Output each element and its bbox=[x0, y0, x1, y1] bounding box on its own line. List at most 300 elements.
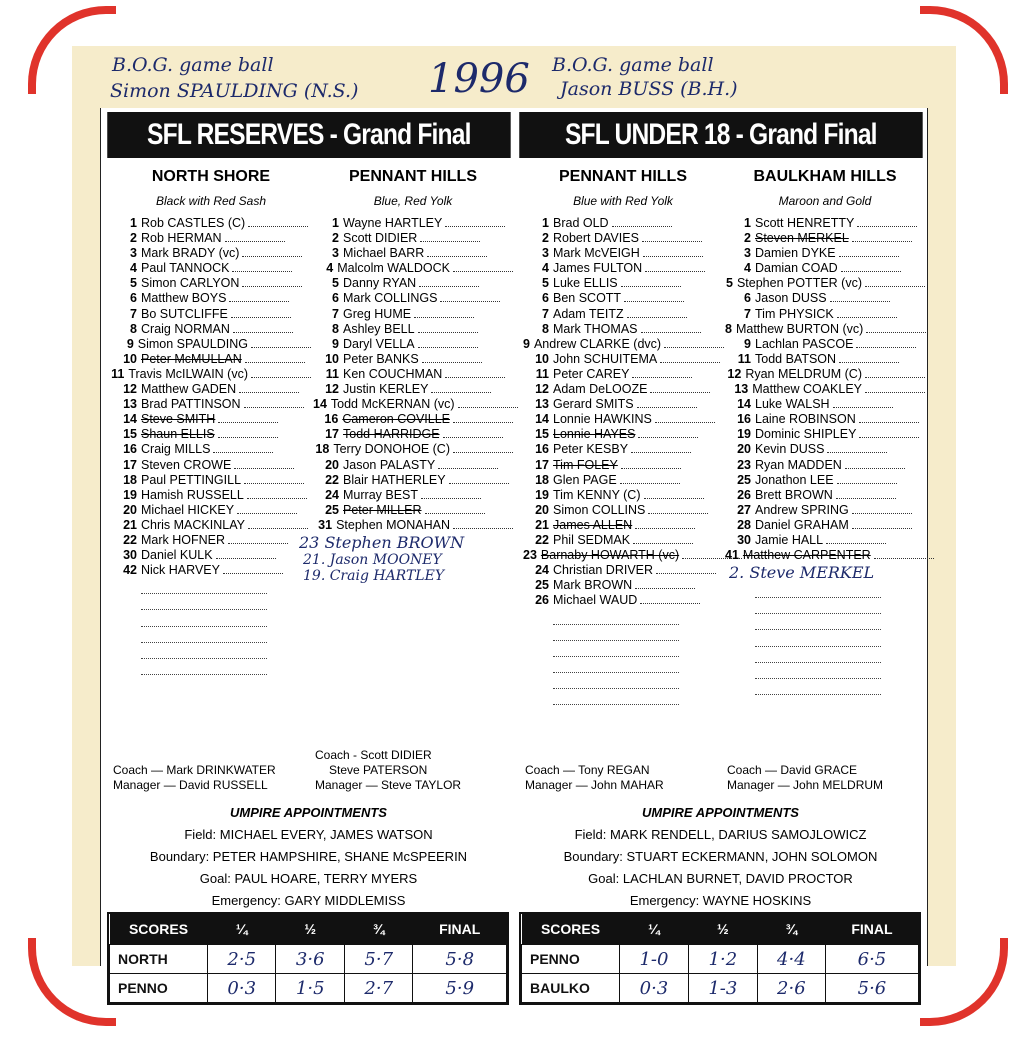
blank-line bbox=[755, 679, 881, 695]
player-name: Jason DUSS bbox=[755, 291, 827, 306]
dotted-leader bbox=[645, 261, 705, 272]
player-row bbox=[313, 427, 513, 442]
player-row bbox=[313, 231, 513, 246]
dotted-leader bbox=[638, 427, 698, 438]
dotted-leader bbox=[612, 216, 672, 227]
dotted-leader bbox=[421, 488, 481, 499]
player-name: Adam TEITZ bbox=[553, 306, 624, 321]
blank-line bbox=[755, 598, 881, 614]
player-name: Michael BARR bbox=[343, 246, 425, 261]
player-name: Scott HENRETTY bbox=[755, 216, 855, 230]
player-name: Rob CASTLES (C) bbox=[141, 216, 246, 230]
dotted-leader bbox=[621, 458, 681, 469]
score-header: FINAL bbox=[413, 914, 507, 945]
player-row bbox=[111, 367, 311, 382]
score-row bbox=[110, 945, 507, 974]
team-name: NORTH SHORE bbox=[151, 168, 271, 185]
player-row bbox=[725, 412, 925, 427]
player-number: 22 bbox=[535, 532, 549, 547]
score-header: SCORES bbox=[110, 914, 208, 945]
player-row bbox=[111, 412, 311, 427]
player-row bbox=[523, 548, 723, 563]
player-number: 4 bbox=[130, 261, 137, 276]
player-name: Craig MILLS bbox=[141, 442, 211, 457]
dotted-leader bbox=[229, 291, 289, 302]
score-value: 1·2 bbox=[688, 945, 757, 974]
player-row bbox=[523, 458, 723, 473]
dotted-leader bbox=[248, 518, 308, 529]
player-name: Jonathon LEE bbox=[755, 472, 834, 487]
player-name: Stephen POTTER (vc) bbox=[736, 276, 862, 291]
player-name: Michael HICKEY bbox=[141, 502, 235, 517]
player-number: 2 bbox=[744, 231, 751, 246]
player-number: 14 bbox=[737, 397, 751, 412]
score-value: 0·3 bbox=[620, 974, 689, 1003]
under18-umpires bbox=[519, 802, 922, 912]
player-number: 5 bbox=[332, 276, 339, 291]
dotted-leader bbox=[865, 276, 925, 287]
dotted-leader bbox=[239, 382, 299, 393]
dotted-leader bbox=[232, 261, 292, 272]
blank-line bbox=[141, 594, 267, 610]
player-name: James ALLEN bbox=[553, 517, 633, 532]
player-number: 18 bbox=[123, 472, 137, 487]
dotted-leader bbox=[418, 337, 478, 348]
team-name: BAULKHAM HILLS bbox=[753, 168, 897, 185]
player-name: Adam DeLOOZE bbox=[553, 382, 648, 397]
team-name: PENNANT HILLS bbox=[349, 168, 477, 185]
dotted-leader bbox=[453, 261, 513, 272]
player-row bbox=[725, 458, 925, 473]
score-team: BAULKO bbox=[522, 974, 620, 1003]
dotted-leader bbox=[422, 352, 482, 363]
manager: Manager — David RUSSELL bbox=[113, 778, 268, 792]
dotted-leader bbox=[242, 246, 302, 257]
score-value: 1·5 bbox=[276, 974, 344, 1003]
player-row bbox=[111, 382, 311, 397]
player-number: 11 bbox=[737, 351, 751, 366]
dotted-leader bbox=[418, 322, 478, 333]
score-row bbox=[522, 974, 919, 1003]
score-value: 2·7 bbox=[344, 974, 412, 1003]
bog-right-line1: B.O.G. game ball bbox=[552, 54, 714, 76]
dotted-leader bbox=[856, 337, 916, 348]
umpire-goal: Goal: LACHLAN BURNET, DAVID PROCTOR bbox=[588, 871, 853, 886]
score-value: 5·9 bbox=[413, 974, 507, 1003]
under18-home-team bbox=[523, 168, 723, 705]
player-name: Simon CARLYON bbox=[141, 276, 240, 291]
dotted-leader bbox=[213, 442, 273, 453]
player-row bbox=[523, 473, 723, 488]
dotted-leader bbox=[458, 397, 518, 408]
player-row bbox=[111, 548, 311, 563]
player-row bbox=[111, 458, 311, 473]
dotted-leader bbox=[644, 488, 704, 499]
player-number: 13 bbox=[535, 397, 549, 412]
player-name: Matthew CARPENTER bbox=[742, 548, 871, 563]
player-row bbox=[725, 488, 925, 503]
player-name: Luke ELLIS bbox=[553, 276, 618, 291]
score-header: ¼ bbox=[620, 914, 689, 945]
manager: Manager — John MELDRUM bbox=[727, 778, 884, 792]
player-number: 25 bbox=[535, 578, 549, 593]
player-row bbox=[111, 231, 311, 246]
player-row bbox=[725, 307, 925, 322]
dotted-leader bbox=[648, 503, 708, 514]
player-row bbox=[111, 533, 311, 548]
dotted-leader bbox=[420, 231, 480, 242]
player-name: Robert DAVIES bbox=[553, 231, 639, 246]
score-value: 1-0 bbox=[620, 945, 689, 974]
dotted-leader bbox=[852, 503, 912, 514]
player-name: Ben SCOTT bbox=[553, 291, 622, 306]
player-row bbox=[313, 412, 513, 427]
blank-line bbox=[755, 663, 881, 679]
player-number: 5 bbox=[130, 276, 137, 291]
year-handwritten: 1996 bbox=[428, 56, 530, 102]
blank-line bbox=[553, 608, 679, 624]
dotted-leader bbox=[218, 412, 278, 423]
player-row bbox=[523, 427, 723, 442]
dotted-leader bbox=[216, 548, 276, 559]
player-number: 20 bbox=[535, 502, 549, 517]
player-number: 12 bbox=[535, 382, 549, 397]
handwritten-addition: 21. Jason MOONEY bbox=[303, 551, 442, 568]
player-row bbox=[725, 397, 925, 412]
player-number: 19 bbox=[123, 487, 137, 502]
team-colors: Black with Red Sash bbox=[155, 194, 267, 208]
reserves-home-staff bbox=[113, 748, 276, 793]
manager: Manager — John MAHAR bbox=[525, 778, 664, 792]
reserves-away-staff bbox=[315, 748, 461, 793]
player-name: Paul PETTINGILL bbox=[141, 472, 242, 487]
dotted-leader bbox=[833, 397, 893, 408]
player-number: 14 bbox=[535, 412, 549, 427]
under18-panel bbox=[519, 112, 922, 999]
blank-line bbox=[553, 689, 679, 705]
dotted-leader bbox=[859, 412, 919, 423]
umpire-boundary: Boundary: PETER HAMPSHIRE, SHANE McSPEERIN bbox=[149, 849, 468, 864]
player-row bbox=[523, 442, 723, 457]
player-row bbox=[111, 397, 311, 412]
player-number: 7 bbox=[542, 306, 549, 321]
player-number: 7 bbox=[332, 306, 339, 321]
player-name: Dominic SHIPLEY bbox=[755, 427, 857, 442]
dotted-leader bbox=[237, 503, 297, 514]
player-row bbox=[313, 488, 513, 503]
player-number: 17 bbox=[535, 457, 549, 472]
player-row bbox=[313, 291, 513, 306]
dotted-leader bbox=[438, 458, 498, 469]
player-name: Jamie HALL bbox=[755, 532, 824, 547]
player-row bbox=[725, 337, 925, 352]
player-name: Malcolm WALDOCK bbox=[337, 261, 450, 276]
player-name: Andrew CLARKE (dvc) bbox=[533, 336, 662, 351]
coach: Coach — David GRACE bbox=[727, 763, 858, 777]
score-row bbox=[522, 945, 919, 974]
umpire-emergency: Emergency: GARY MIDDLEMISS bbox=[211, 893, 406, 908]
player-name: Daryl VELLA bbox=[343, 336, 415, 351]
blank-line bbox=[141, 659, 267, 675]
player-row bbox=[111, 352, 311, 367]
team-colors: Maroon and Gold bbox=[778, 194, 872, 208]
player-row bbox=[111, 291, 311, 306]
score-team: PENNO bbox=[522, 945, 620, 974]
player-number: 20 bbox=[325, 457, 339, 472]
player-number: 9 bbox=[744, 336, 751, 351]
player-number: 6 bbox=[130, 291, 137, 306]
dotted-leader bbox=[865, 382, 925, 393]
dotted-leader bbox=[830, 291, 890, 302]
player-name: Travis McILWAIN (vc) bbox=[128, 366, 248, 381]
player-row bbox=[111, 261, 311, 276]
score-team: PENNO bbox=[110, 974, 208, 1003]
player-row bbox=[523, 533, 723, 548]
dotted-leader bbox=[419, 276, 479, 287]
grand-final-sheet bbox=[100, 108, 928, 999]
score-value: 0·3 bbox=[208, 974, 276, 1003]
player-name: Phil SEDMAK bbox=[553, 532, 631, 547]
player-name: Ashley BELL bbox=[343, 321, 415, 336]
player-row bbox=[313, 518, 513, 533]
player-name: Michael WAUD bbox=[553, 593, 638, 608]
under18-home-staff bbox=[525, 748, 664, 793]
blank-line bbox=[755, 614, 881, 630]
umpire-title: UMPIRE APPOINTMENTS bbox=[642, 805, 799, 820]
player-row bbox=[523, 322, 723, 337]
player-row bbox=[313, 442, 513, 457]
player-name: Hamish RUSSELL bbox=[141, 487, 244, 502]
player-row bbox=[523, 578, 723, 593]
player-number: 1 bbox=[542, 216, 549, 230]
player-name: Ken COUCHMAN bbox=[343, 366, 443, 381]
player-name: Mark McVEIGH bbox=[553, 246, 640, 261]
player-number: 42 bbox=[123, 563, 137, 578]
dotted-leader bbox=[443, 427, 503, 438]
player-row bbox=[313, 246, 513, 261]
player-number: 7 bbox=[130, 306, 137, 321]
player-name: Greg HUME bbox=[343, 306, 412, 321]
dotted-leader bbox=[234, 458, 294, 469]
dotted-leader bbox=[223, 563, 283, 574]
dotted-leader bbox=[244, 473, 304, 484]
dotted-leader bbox=[251, 367, 311, 378]
player-number: 1 bbox=[130, 216, 137, 230]
player-number: 3 bbox=[542, 246, 549, 261]
player-name: Terry DONOHOE (C) bbox=[333, 442, 450, 457]
blank-line bbox=[553, 641, 679, 657]
player-number: 25 bbox=[737, 472, 751, 487]
blank-line bbox=[755, 647, 881, 663]
player-name: Todd McKERNAN (vc) bbox=[330, 397, 455, 412]
under18-away-team bbox=[725, 168, 925, 695]
player-row bbox=[313, 322, 513, 337]
player-name: Barnaby HOWARTH (vc) bbox=[540, 548, 680, 563]
score-header: ¾ bbox=[344, 914, 412, 945]
player-row bbox=[313, 337, 513, 352]
player-number: 1 bbox=[744, 216, 751, 230]
under18-scores bbox=[519, 912, 921, 1005]
dotted-leader bbox=[440, 291, 500, 302]
dotted-leader bbox=[857, 216, 917, 227]
player-name: Simon SPAULDING bbox=[137, 336, 248, 351]
player-number: 16 bbox=[535, 442, 549, 457]
player-number: 3 bbox=[744, 246, 751, 261]
player-number: 6 bbox=[542, 291, 549, 306]
player-row bbox=[523, 276, 723, 291]
player-name: Lonnie HAYES bbox=[553, 427, 636, 442]
player-number: 30 bbox=[737, 532, 751, 547]
reserves-away-team bbox=[299, 168, 513, 584]
player-number: 23 bbox=[737, 457, 751, 472]
dotted-leader bbox=[837, 307, 897, 318]
player-number: 20 bbox=[737, 442, 751, 457]
player-row bbox=[523, 593, 723, 608]
player-name: Daniel GRAHAM bbox=[755, 517, 849, 532]
player-number: 8 bbox=[332, 321, 339, 336]
player-name: Matthew COAKLEY bbox=[752, 382, 862, 397]
dotted-leader bbox=[427, 246, 487, 257]
score-value: 4·4 bbox=[757, 945, 825, 974]
player-name: Shaun ELLIS bbox=[141, 427, 215, 442]
player-number: 1 bbox=[332, 216, 339, 230]
handwritten-addition: 19. Craig HARTLEY bbox=[303, 567, 445, 584]
player-row bbox=[111, 216, 311, 231]
player-name: Simon COLLINS bbox=[553, 502, 646, 517]
player-number: 19 bbox=[737, 427, 751, 442]
dotted-leader bbox=[641, 322, 701, 333]
player-row bbox=[111, 276, 311, 291]
player-name: Peter CAREY bbox=[553, 366, 630, 381]
blank-line bbox=[553, 657, 679, 673]
dotted-leader bbox=[632, 367, 692, 378]
dotted-leader bbox=[225, 231, 285, 242]
under18-banner: SFL UNDER 18 - Grand Final bbox=[519, 112, 922, 158]
player-name: Wayne HARTLEY bbox=[343, 216, 443, 230]
coach-secondary: Steve PATERSON bbox=[329, 763, 428, 777]
player-name: Steven MERKEL bbox=[755, 231, 849, 246]
blank-line bbox=[755, 582, 881, 598]
dotted-leader bbox=[445, 216, 505, 227]
player-name: Damien DYKE bbox=[755, 246, 836, 261]
player-row bbox=[725, 276, 925, 291]
dotted-leader bbox=[453, 442, 513, 453]
player-number: 30 bbox=[123, 548, 137, 563]
player-row bbox=[523, 246, 723, 261]
player-number: 10 bbox=[535, 351, 549, 366]
player-number: 3 bbox=[130, 246, 137, 261]
bog-right-line2: Jason BUSS (B.H.) bbox=[560, 78, 738, 100]
dotted-leader bbox=[656, 563, 716, 574]
player-row bbox=[111, 473, 311, 488]
player-row bbox=[111, 563, 311, 578]
dotted-leader bbox=[414, 307, 474, 318]
player-name: Mark HOFNER bbox=[141, 532, 226, 547]
player-name: Peter KESBY bbox=[553, 442, 629, 457]
bog-left-line2: Simon SPAULDING (N.S.) bbox=[110, 80, 359, 102]
player-row bbox=[725, 518, 925, 533]
dotted-leader bbox=[251, 337, 311, 348]
umpire-title: UMPIRE APPOINTMENTS bbox=[230, 805, 387, 820]
player-number: 22 bbox=[325, 472, 339, 487]
player-name: Peter MILLER bbox=[343, 502, 422, 517]
player-row bbox=[111, 337, 311, 352]
player-number: 12 bbox=[325, 382, 339, 397]
player-number: 18 bbox=[315, 442, 330, 457]
dotted-leader bbox=[655, 412, 715, 423]
reserves-umpires bbox=[107, 802, 510, 912]
handwritten-addition: 23 Stephen BROWN bbox=[299, 532, 465, 552]
player-number: 24 bbox=[535, 563, 549, 578]
player-number: 2 bbox=[542, 231, 549, 246]
player-row bbox=[313, 397, 513, 412]
player-name: Paul TANNOCK bbox=[141, 261, 230, 276]
dotted-leader bbox=[231, 307, 291, 318]
player-name: Murray BEST bbox=[343, 487, 419, 502]
player-row bbox=[111, 307, 311, 322]
player-row bbox=[725, 352, 925, 367]
player-number: 26 bbox=[535, 593, 549, 608]
player-name: Laine ROBINSON bbox=[755, 412, 856, 427]
blank-line bbox=[141, 643, 267, 659]
player-row bbox=[523, 261, 723, 276]
player-number: 6 bbox=[744, 291, 751, 306]
dotted-leader bbox=[852, 518, 912, 529]
player-number: 31 bbox=[318, 517, 333, 532]
dotted-leader bbox=[431, 382, 491, 393]
player-row bbox=[725, 261, 925, 276]
player-row bbox=[111, 427, 311, 442]
dotted-leader bbox=[633, 533, 693, 544]
player-number: 9 bbox=[332, 336, 339, 351]
umpire-field: Field: MARK RENDELL, DARIUS SAMOJLOWICZ bbox=[574, 827, 867, 842]
dotted-leader bbox=[836, 488, 896, 499]
dotted-leader bbox=[826, 533, 886, 544]
player-row bbox=[725, 246, 925, 261]
score-row bbox=[110, 974, 507, 1003]
player-number: 7 bbox=[744, 306, 751, 321]
player-number: 13 bbox=[123, 397, 137, 412]
player-name: Matthew BOYS bbox=[141, 291, 227, 306]
player-name: Christian DRIVER bbox=[553, 563, 654, 578]
dotted-leader bbox=[248, 216, 308, 227]
player-name: Mark BRADY (vc) bbox=[141, 246, 240, 261]
player-name: Blair HATHERLEY bbox=[343, 472, 446, 487]
player-name: Rob HERMAN bbox=[141, 231, 222, 246]
player-row bbox=[725, 533, 925, 548]
player-number: 11 bbox=[535, 366, 549, 381]
reserves-banner: SFL RESERVES - Grand Final bbox=[107, 112, 510, 158]
player-number: 15 bbox=[535, 427, 549, 442]
score-header: SCORES bbox=[522, 914, 620, 945]
player-number: 8 bbox=[542, 321, 549, 336]
player-number: 11 bbox=[325, 366, 339, 381]
player-number: 4 bbox=[542, 261, 549, 276]
dotted-leader bbox=[643, 246, 703, 257]
player-row bbox=[523, 291, 723, 306]
player-number: 14 bbox=[123, 412, 137, 427]
player-row bbox=[313, 473, 513, 488]
player-row bbox=[523, 412, 723, 427]
player-row bbox=[725, 291, 925, 306]
dotted-leader bbox=[650, 382, 710, 393]
dotted-leader bbox=[631, 442, 691, 453]
player-name: Tim PHYSICK bbox=[755, 306, 834, 321]
score-team: NORTH bbox=[110, 945, 208, 974]
reserves-panel bbox=[107, 112, 510, 999]
player-row bbox=[111, 488, 311, 503]
team-name: PENNANT HILLS bbox=[559, 168, 687, 185]
